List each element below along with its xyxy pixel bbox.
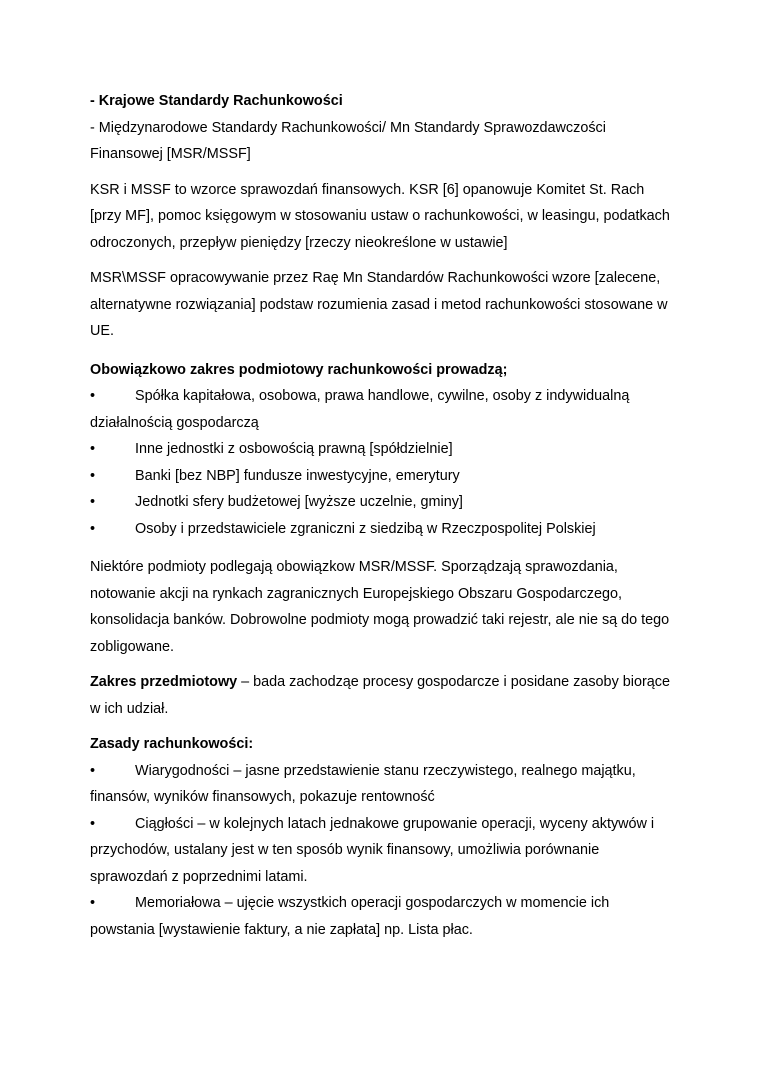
list-item-text: Wiarygodności – jasne przedstawienie stanu rzeczywistego, realnego majątku, finansów, wyników finansowych, pokazuje rentowność <box>90 762 636 805</box>
bullet-icon: • <box>90 494 96 510</box>
list-item <box>90 489 670 516</box>
paragraph-msr-mssf: MSR\MSSF opracowywanie przez Raę Mn Standardów Rachunkowości wzore [zalecene, alternatywne rozwiązania] podstaw rozumienia zasad i metod rachunkowości stosowane w UE. <box>90 270 668 339</box>
list-item-text: Osoby i przedstawiciele zgraniczni z siedzibą w Rzeczpospolitej Polskiej <box>135 520 596 537</box>
list-item-text: Jednotki sfery budżetowej [wyższe uczelnie, gminy] <box>135 494 463 510</box>
section-heading-podmiotowy: Obowiązkowo zakres podmiotowy rachunkowości prowadzą; <box>90 361 508 378</box>
bullet-icon: • <box>90 467 96 484</box>
paragraph-msr-obligations: Niektóre podmioty podlegają obowiązkow MSR/MSSF. Sporządzają sprawozdania, notowanie akcji na rynkach zagranicznych Europejskiego Obszaru Gospodarczego, konsolidacja banków. Dobrowolne podmioty mogą prowadzić taki rejestr, ale nie są do tego zobligowane. <box>90 559 670 655</box>
list-item <box>90 516 670 543</box>
list-item-text: Banki [bez NBP] fundusze inwestycyjne, emerytury <box>135 467 460 484</box>
bullet-icon: • <box>90 441 96 457</box>
bullet-icon: • <box>90 388 96 404</box>
list-item <box>90 811 670 891</box>
list-item <box>90 890 670 943</box>
list-item-text: Spółka kapitałowa, osobowa, prawa handlowe, cywilne, osoby z indywidualną działalnością gospodarczą <box>90 388 630 431</box>
list-item-text: Ciągłości – w kolejnych latach jednakowe grupowanie operacji, wyceny aktywów i przychodów, ustalany jest w ten sposób wynik finansowy, umożliwia porównanie sprawozdań z poprzednimi latami. <box>90 815 655 885</box>
section-heading-zasady: Zasady rachunkowości: <box>90 736 254 752</box>
term-zakres-przedmiotowy: Zakres przedmiotowy <box>90 674 238 690</box>
list-item <box>90 758 670 811</box>
intro-line-2: - Międzynarodowe Standardy Rachunkowości/ Mn Standardy Sprawozdawczości Finansowej [MSR/MSSF] <box>90 119 606 162</box>
bullet-list-zasady <box>90 758 670 944</box>
paragraph-zakres-przedmiotowy <box>90 669 670 722</box>
bullet-icon: • <box>90 762 96 779</box>
bullet-icon: • <box>90 895 96 911</box>
bullet-icon: • <box>90 520 96 537</box>
document-page <box>90 88 670 943</box>
bullet-icon: • <box>90 815 96 832</box>
list-item <box>90 436 670 463</box>
list-item-text: Inne jednostki z osbowością prawną [spółdzielnie] <box>135 441 453 457</box>
list-item <box>90 463 670 490</box>
list-item-text: Memoriałowa – ujęcie wszystkich operacji gospodarczych w momencie ich powstania [wystawienie faktury, a nie zapłata] np. Lista płac. <box>90 895 610 938</box>
paragraph-ksr-mssf: KSR i MSSF to wzorce sprawozdań finansowych. KSR [6] opanowuje Komitet St. Rach [przy MF], pomoc księgowym w stosowaniu ustaw o rachunkowości, w leasingu, podatkach odroczonych, przepływ pieniędzy [rzeczy nieokreślone w ustawie] <box>90 181 670 251</box>
definition-zakres-przedmiotowy: – bada zachodząe procesy gospodarcze i posidane zasoby biorące w ich udział. <box>90 674 670 717</box>
bullet-list-podmiotowy <box>90 383 670 542</box>
list-item <box>90 383 670 436</box>
intro-line-1: - Krajowe Standardy Rachunkowości <box>90 93 343 109</box>
